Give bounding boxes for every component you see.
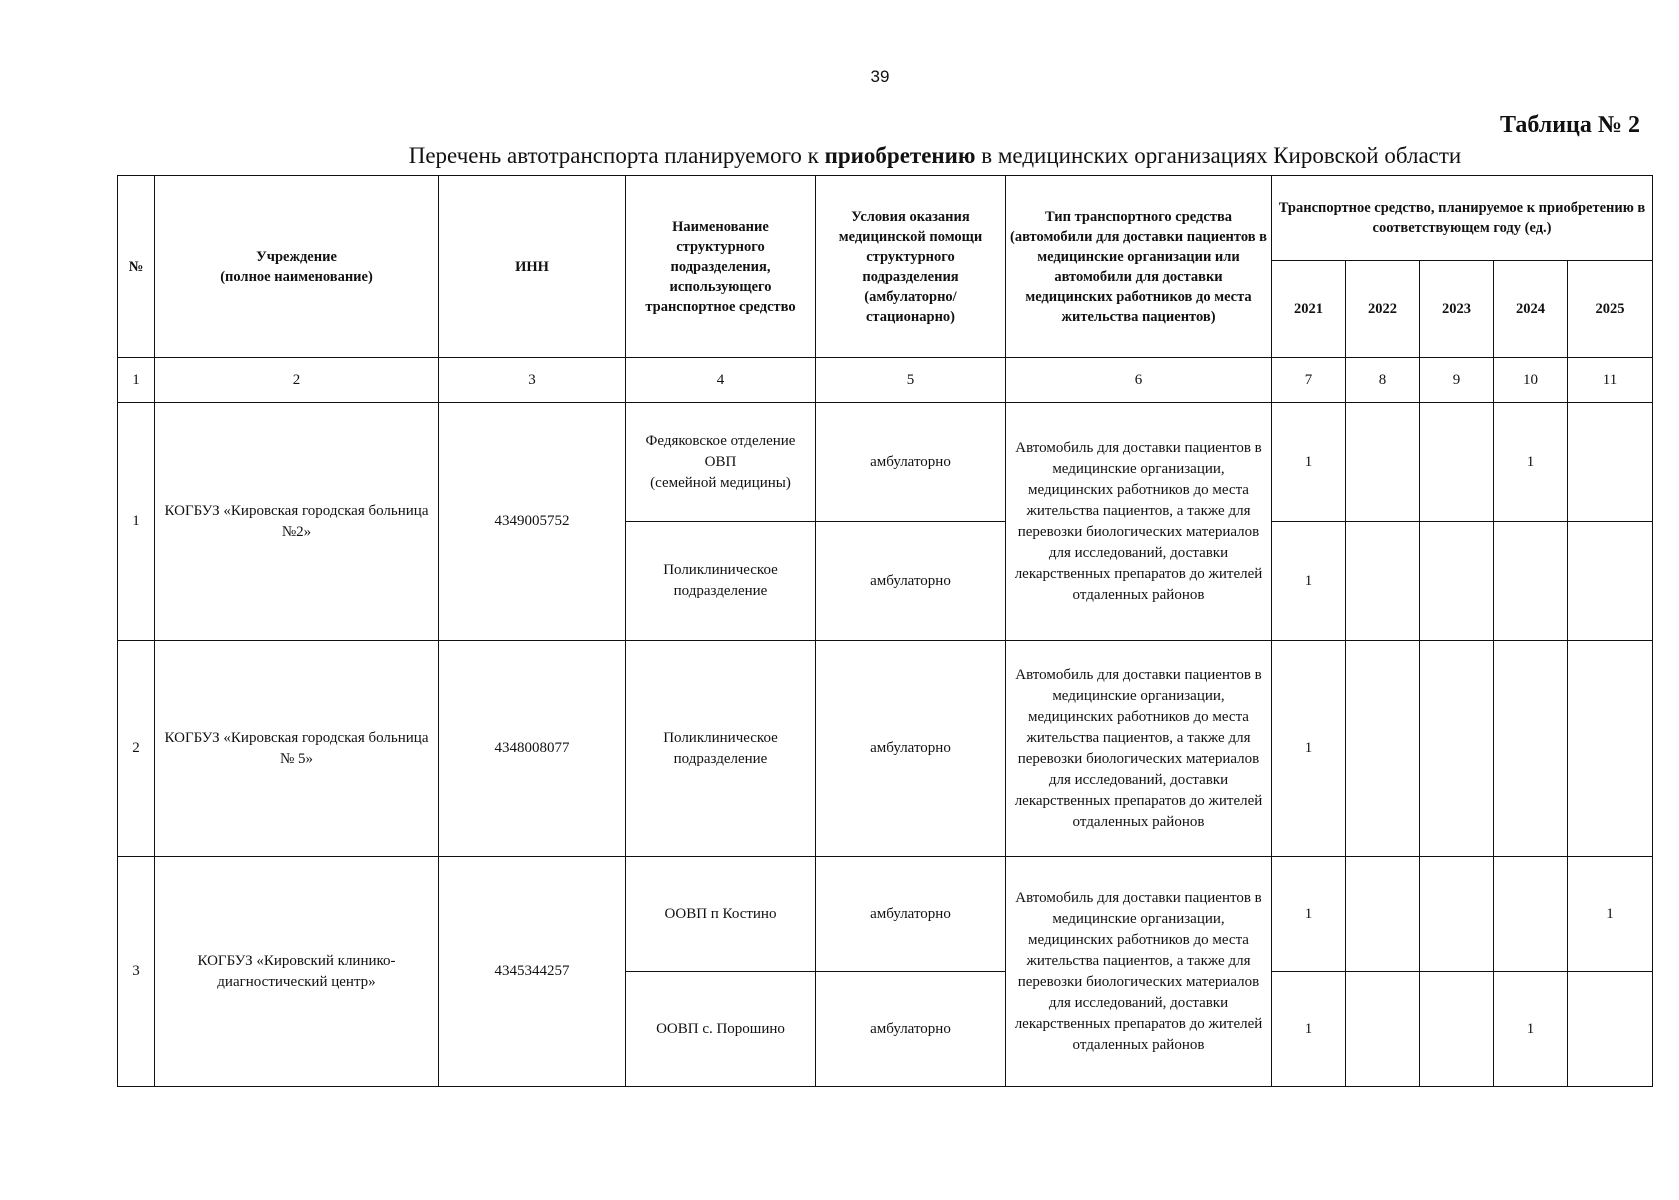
row-number: 2	[118, 641, 155, 857]
year-2022-value	[1346, 641, 1420, 857]
division-name: ООВП с. Порошино	[626, 972, 816, 1087]
table-label: Таблица № 2	[1499, 112, 1640, 138]
column-number: 7	[1272, 358, 1346, 403]
header-year-2022: 2022	[1346, 261, 1420, 358]
division-name: Поликлиническое подразделение	[626, 641, 816, 857]
year-2021-value: 1	[1272, 641, 1346, 857]
table-row	[118, 857, 1653, 972]
column-number: 10	[1494, 358, 1568, 403]
inn-value: 4345344257	[439, 857, 626, 1087]
year-2021-value: 1	[1272, 403, 1346, 522]
title-text-start: Перечень автотранспорта планируемого к	[408, 143, 825, 168]
care-conditions: амбулаторно	[816, 522, 1006, 641]
year-2021-value: 1	[1272, 522, 1346, 641]
table-row	[118, 641, 1653, 857]
year-2022-value	[1346, 972, 1420, 1087]
institution-name: КОГБУЗ «Кировская городская больница № 5»	[155, 641, 439, 857]
division-name: ООВП п Костино	[626, 857, 816, 972]
inn-value: 4348008077	[439, 641, 626, 857]
document-title	[110, 143, 1679, 169]
care-conditions: амбулаторно	[816, 857, 1006, 972]
column-number: 11	[1568, 358, 1653, 403]
year-2022-value	[1346, 522, 1420, 641]
vehicle-procurement-table	[117, 175, 1653, 1087]
header-year-2024: 2024	[1494, 261, 1568, 358]
year-2023-value	[1420, 972, 1494, 1087]
division-name: Поликлиническое подразделение	[626, 522, 816, 641]
care-conditions: амбулаторно	[816, 403, 1006, 522]
vehicle-type-description: Автомобиль для доставки пациентов в медицинские организации, медицинских работников до места жительства пациентов, а также для перевозки биологических материалов для исследований, доставки лекарственных препаратов до жителей отдаленных районов	[1006, 641, 1272, 857]
header-num: №	[118, 176, 155, 358]
vehicle-type-description: Автомобиль для доставки пациентов в медицинские организации, медицинских работников до места жительства пациентов, а также для перевозки биологических материалов для исследований, доставки лекарственных препаратов до жителей отдаленных районов	[1006, 857, 1272, 1087]
year-2025-value: 1	[1568, 857, 1653, 972]
column-numbers-row	[118, 358, 1653, 403]
column-number: 9	[1420, 358, 1494, 403]
year-2021-value: 1	[1272, 857, 1346, 972]
header-conditions: Условия оказания медицинской помощи структурного подразделения (амбулаторно/ стационарно)	[816, 176, 1006, 358]
institution-name: КОГБУЗ «Кировская городская больница №2»	[155, 403, 439, 641]
year-2023-value	[1420, 857, 1494, 972]
year-2024-value	[1494, 857, 1568, 972]
column-number: 2	[155, 358, 439, 403]
care-conditions: амбулаторно	[816, 641, 1006, 857]
column-number: 3	[439, 358, 626, 403]
header-year-2023: 2023	[1420, 261, 1494, 358]
year-2025-value	[1568, 522, 1653, 641]
header-institution: Учреждение (полное наименование)	[155, 176, 439, 358]
column-number: 5	[816, 358, 1006, 403]
year-2024-value	[1494, 641, 1568, 857]
year-2021-value: 1	[1272, 972, 1346, 1087]
year-2025-value	[1568, 972, 1653, 1087]
column-number: 6	[1006, 358, 1272, 403]
header-year-2025: 2025	[1568, 261, 1653, 358]
year-2024-value: 1	[1494, 972, 1568, 1087]
header-planned-group: Транспортное средство, планируемое к приобретению в соответствующем году (ед.)	[1272, 176, 1653, 261]
year-2024-value: 1	[1494, 403, 1568, 522]
year-2022-value	[1346, 857, 1420, 972]
care-conditions: амбулаторно	[816, 972, 1006, 1087]
title-text-end: в медицинских организациях Кировской области	[975, 143, 1462, 168]
column-number: 4	[626, 358, 816, 403]
column-number: 8	[1346, 358, 1420, 403]
year-2023-value	[1420, 403, 1494, 522]
division-name: Федяковское отделение ОВП (семейной медицины)	[626, 403, 816, 522]
column-number: 1	[118, 358, 155, 403]
year-2025-value	[1568, 403, 1653, 522]
year-2024-value	[1494, 522, 1568, 641]
header-year-2021: 2021	[1272, 261, 1346, 358]
institution-name: КОГБУЗ «Кировский клинико-диагностический центр»	[155, 857, 439, 1087]
header-vehicle-type: Тип транспортного средства (автомобили для доставки пациентов в медицинские организации или автомобили для доставки медицинских работников до места жительства пациентов)	[1006, 176, 1272, 358]
vehicle-type-description: Автомобиль для доставки пациентов в медицинские организации, медицинских работников до места жительства пациентов, а также для перевозки биологических материалов для исследований, доставки лекарственных препаратов до жителей отдаленных районов	[1006, 403, 1272, 641]
year-2025-value	[1568, 641, 1653, 857]
year-2023-value	[1420, 641, 1494, 857]
year-2023-value	[1420, 522, 1494, 641]
year-2022-value	[1346, 403, 1420, 522]
header-inn: ИНН	[439, 176, 626, 358]
row-number: 1	[118, 403, 155, 641]
header-division: Наименование структурного подразделения, использующего транспортное средство	[626, 176, 816, 358]
header-row	[118, 176, 1653, 261]
table-row	[118, 403, 1653, 522]
inn-value: 4349005752	[439, 403, 626, 641]
page-number: 39	[870, 67, 890, 86]
row-number: 3	[118, 857, 155, 1087]
title-text-bold: приобретению	[824, 143, 976, 168]
